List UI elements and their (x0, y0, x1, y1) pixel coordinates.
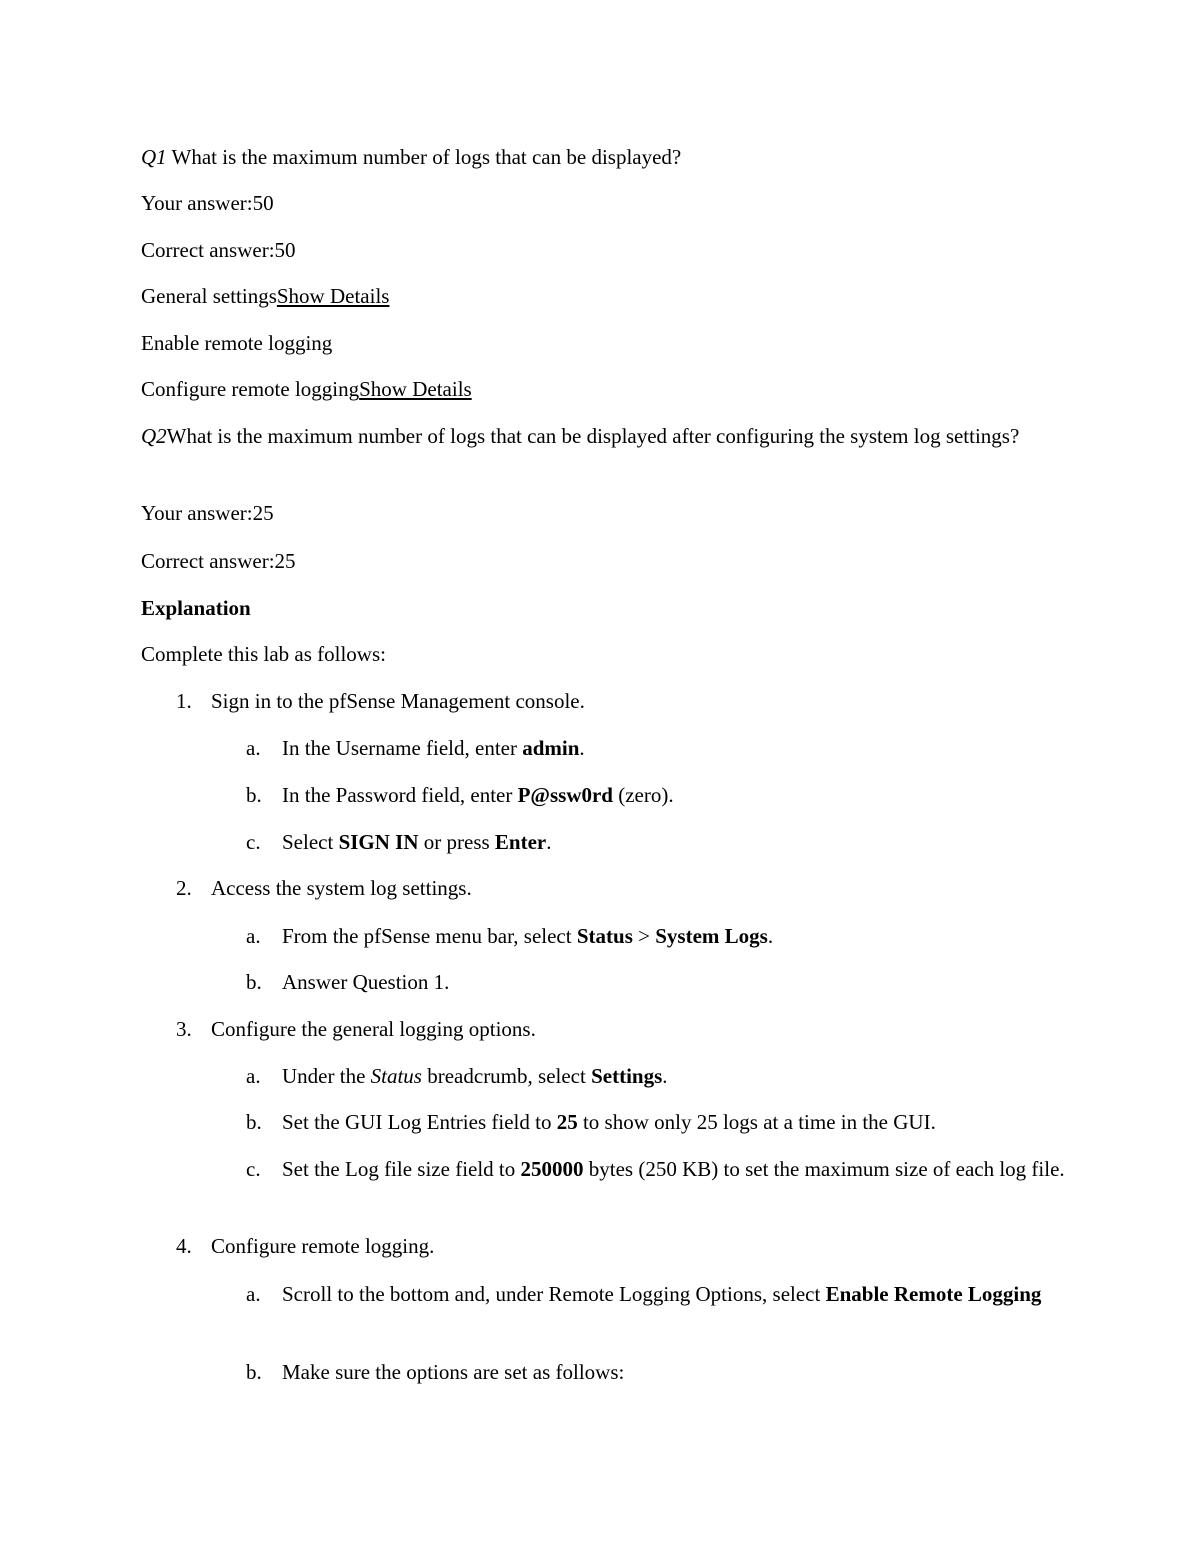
q2-question-text: What is the maximum number of logs that can be displayed after configuring the system log settings? (166, 424, 1020, 448)
substep-italic: Status (370, 1064, 422, 1088)
substep-letter: b. (246, 1110, 262, 1134)
substep-text-part: (zero). (612, 783, 674, 807)
substep-bold: admin (522, 736, 580, 760)
substep-bold: System Logs (655, 924, 768, 948)
q2-correct-answer: Correct answer:25 (141, 549, 296, 573)
substep-letter: a. (246, 1282, 261, 1306)
substep-text (282, 733, 585, 763)
q2-question (141, 421, 1061, 451)
explanation-intro: Complete this lab as follows: (141, 642, 386, 666)
enable-remote-logging: Enable remote logging (141, 331, 333, 355)
substep-bold: Settings (591, 1064, 663, 1088)
substep-text (282, 827, 552, 857)
substep-text (282, 1107, 936, 1137)
substep-letter: a. (246, 1064, 261, 1088)
substep-text-part: Scroll to the bottom and, under Remote Logging Options, select (282, 1282, 826, 1306)
substep-bold: P@ssw0rd (517, 783, 613, 807)
explanation-heading (141, 593, 251, 623)
substep-text (282, 780, 674, 810)
explanation-heading-text: Explanation (141, 596, 251, 620)
q2-label: Q2 (141, 424, 167, 448)
substep-letter: a. (246, 736, 261, 760)
substep-bold: Status (576, 924, 633, 948)
general-settings-show-details-link[interactable]: Show Details (276, 284, 390, 308)
substep-letter: b. (246, 1360, 262, 1384)
substep-letter: b. (246, 783, 262, 807)
substep-text-part: Set the Log file size field to (282, 1157, 521, 1181)
substep-text-part: In the Username field, enter (282, 736, 523, 760)
q1-question (141, 142, 681, 172)
step-number: 4. (176, 1234, 192, 1258)
substep-text-part: bytes (250 KB) to set the maximum size of each log file. (583, 1157, 1065, 1181)
q1-correct-answer: Correct answer:50 (141, 238, 296, 262)
step-text: Configure remote logging. (211, 1234, 435, 1258)
substep-text-part: > (632, 924, 656, 948)
substep-text-part: Set the GUI Log Entries field to (282, 1110, 557, 1134)
q1-label: Q1 (141, 145, 167, 169)
substep-text-part: Select (282, 830, 339, 854)
general-settings-label: General settings (141, 284, 277, 308)
substep-text (282, 921, 773, 951)
substep-letter: b. (246, 970, 262, 994)
substep-letter: a. (246, 924, 261, 948)
substep-bold: SIGN IN (338, 830, 419, 854)
configure-remote-label: Configure remote logging (141, 377, 360, 401)
substep-letter: c. (246, 1157, 261, 1181)
substep-text: Make sure the options are set as follows: (282, 1360, 625, 1384)
q1-question-text: What is the maximum number of logs that can be displayed? (166, 145, 682, 169)
substep-text (282, 1154, 1072, 1184)
step-number: 1. (176, 689, 192, 713)
step-text: Configure the general logging options. (211, 1017, 536, 1041)
step-number: 2. (176, 876, 192, 900)
substep-text-part: to show only 25 logs at a time in the GUI. (577, 1110, 936, 1134)
step-number: 3. (176, 1017, 192, 1041)
substep-bold: Enter (494, 830, 547, 854)
substep-text-part: From the pfSense menu bar, select (282, 924, 577, 948)
substep-text-part: . (767, 924, 774, 948)
q2-your-answer: Your answer:25 (141, 501, 274, 525)
substep-bold: 25 (556, 1110, 578, 1134)
substep-text-part: Under the (282, 1064, 371, 1088)
substep-letter: c. (246, 830, 261, 854)
substep-bold: Enable Remote Logging (825, 1282, 1042, 1306)
substep-bold: 250000 (520, 1157, 584, 1181)
step-text: Sign in to the pfSense Management console. (211, 689, 585, 713)
substep-text-part: . (662, 1064, 668, 1088)
substep-text-part: . (546, 830, 552, 854)
configure-remote-row (141, 374, 472, 404)
q1-your-answer: Your answer:50 (141, 191, 274, 215)
general-settings-row (141, 281, 389, 311)
substep-text-part: . (579, 736, 585, 760)
configure-remote-show-details-link[interactable]: Show Details (359, 377, 472, 401)
substep-text-part: breadcrumb, select (421, 1064, 592, 1088)
step-text: Access the system log settings. (211, 876, 472, 900)
substep-text (282, 1061, 668, 1091)
substep-text-part: In the Password field, enter (282, 783, 518, 807)
substep-text-part: or press (418, 830, 495, 854)
substep-text (282, 1279, 1072, 1309)
substep-text: Answer Question 1. (282, 970, 450, 994)
